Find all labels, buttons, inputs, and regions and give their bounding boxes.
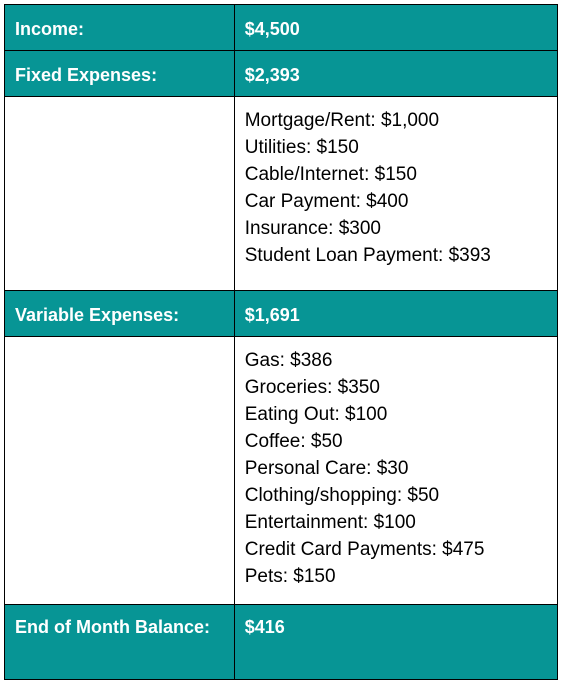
end-of-month-label: End of Month Balance: <box>15 617 210 637</box>
income-row <box>5 5 558 51</box>
variable-expenses-detail-row <box>5 337 558 605</box>
end-of-month-value-cell <box>234 605 557 680</box>
fixed-expense-item: Mortgage/Rent: $1,000 <box>244 110 440 131</box>
variable-expense-item: Gas: $386 <box>244 350 333 371</box>
fixed-expense-item: Insurance: $300 <box>244 218 381 239</box>
variable-expense-item: Coffee: $50 <box>244 431 343 452</box>
budget-table <box>4 4 558 680</box>
variable-expenses-items <box>234 337 557 605</box>
fixed-expenses-value: $2,393 <box>234 51 557 97</box>
fixed-expense-item: Cable/Internet: $150 <box>244 164 417 185</box>
variable-expenses-row <box>5 291 558 337</box>
fixed-expenses-row <box>5 51 558 97</box>
end-of-month-label-cell <box>5 605 235 680</box>
fixed-expense-item: Car Payment: $400 <box>244 191 409 212</box>
fixed-expenses-label: Fixed Expenses: <box>5 51 235 97</box>
variable-expense-item: Groceries: $350 <box>244 377 380 398</box>
variable-expenses-value: $1,691 <box>234 291 557 337</box>
fixed-expenses-detail-row <box>5 97 558 291</box>
variable-expense-item: Eating Out: $100 <box>244 404 388 425</box>
variable-expenses-empty-cell <box>5 337 235 605</box>
fixed-expenses-items <box>234 97 557 291</box>
variable-expense-item: Personal Care: $30 <box>244 458 409 479</box>
income-value: $4,500 <box>234 5 557 51</box>
variable-expense-item: Entertainment: $100 <box>244 512 416 533</box>
variable-expense-item: Clothing/shopping: $50 <box>244 485 440 506</box>
end-of-month-row <box>5 605 558 680</box>
fixed-expenses-empty-cell <box>5 97 235 291</box>
variable-expenses-label: Variable Expenses: <box>5 291 235 337</box>
variable-expense-item: Credit Card Payments: $475 <box>244 539 485 560</box>
fixed-expense-item: Utilities: $150 <box>244 137 359 158</box>
variable-expense-item: Pets: $150 <box>244 566 336 587</box>
income-label: Income: <box>5 5 235 51</box>
end-of-month-value: $416 <box>244 617 285 637</box>
fixed-expense-item: Student Loan Payment: $393 <box>244 245 491 266</box>
